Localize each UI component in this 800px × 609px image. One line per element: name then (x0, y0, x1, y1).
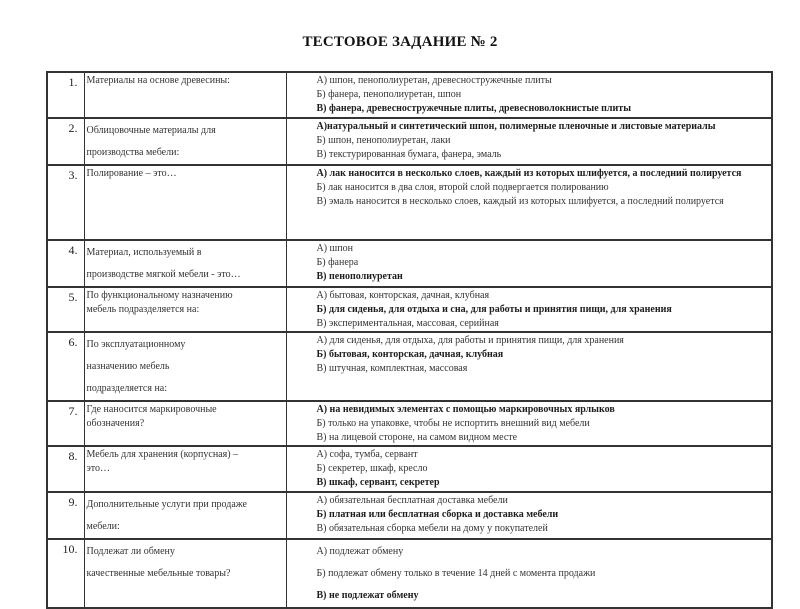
question-line: производства мебели: (86, 147, 180, 158)
question-line: Полирование – это… (86, 168, 177, 179)
answer-option-c-correct: В) не подлежат обмену (316, 590, 419, 601)
question-text (84, 240, 286, 287)
question-number: 4. (47, 240, 84, 287)
answer-option-b: Б) только на упаковке, чтобы не испортить внешний вид мебели (316, 418, 590, 429)
question-number: 1. (47, 72, 84, 118)
answer-option-a-correct: А) лак наносится в несколько слоев, каждый из которых шлифуется, а последний полируется (316, 168, 742, 179)
answer-option-b: Б) секретер, шкаф, кресло (316, 463, 428, 474)
question-number: 8. (47, 446, 84, 492)
answer-option-c: В) текстурированная бумага, фанера, эмаль (316, 149, 502, 160)
answer-options (286, 118, 772, 165)
answer-option-a-correct: А)натуральный и синтетический шпон, полимерные пленочные и листовые материалы (316, 121, 716, 132)
answer-option-a: А) подлежат обмену (316, 546, 404, 557)
answer-options (286, 240, 772, 287)
question-line: производстве мягкой мебели - это… (86, 269, 241, 280)
question-number: 7. (47, 401, 84, 446)
answer-option-a: А) шпон (316, 243, 353, 254)
question-number: 6. (47, 332, 84, 401)
question-line: качественные мебельные товары? (86, 568, 231, 579)
question-number: 3. (47, 165, 84, 240)
question-line: Подлежат ли обмену (86, 546, 175, 557)
question-text (84, 492, 286, 539)
answer-options (286, 165, 772, 240)
answer-option-a-correct: А) на невидимых элементах с помощью маркировочных ярлыков (316, 404, 615, 415)
question-text (84, 332, 286, 401)
answer-option-a: А) обязательная бесплатная доставка мебели (316, 495, 508, 506)
question-text (84, 287, 286, 332)
answer-options (286, 446, 772, 492)
question-number: 10. (47, 539, 84, 608)
question-line: Дополнительные услуги при продаже (86, 499, 247, 510)
answer-options (286, 539, 772, 608)
question-text (84, 446, 286, 492)
answer-options (286, 332, 772, 401)
question-line: обозначения? (86, 418, 145, 429)
answer-option-c: В) эмаль наносится в несколько слоев, каждый из которых шлифуется, а последний полируется (316, 196, 724, 207)
question-text (84, 165, 286, 240)
question-text (84, 72, 286, 118)
answer-option-c: В) экспериментальная, массовая, серийная (316, 318, 499, 329)
question-line: Где наносится маркировочные (86, 404, 217, 415)
question-line: подразделяется на: (86, 383, 168, 394)
question-row (47, 539, 772, 608)
question-row (47, 401, 772, 446)
question-text (84, 401, 286, 446)
answer-option-c: В) обязательная сборка мебели на дому у покупателей (316, 523, 548, 534)
answer-options (286, 72, 772, 118)
question-line: Мебель для хранения (корпусная) – (86, 449, 239, 460)
question-number: 5. (47, 287, 84, 332)
question-number: 2. (47, 118, 84, 165)
question-row (47, 240, 772, 287)
question-line: назначению мебель (86, 361, 170, 372)
question-text (84, 118, 286, 165)
question-line: По эксплуатационному (86, 339, 186, 350)
answer-options (286, 492, 772, 539)
answer-option-a: А) шпон, пенополиуретан, древесностружечные плиты (316, 75, 552, 86)
question-line: Материалы на основе древесины: (86, 75, 230, 86)
question-row (47, 446, 772, 492)
answer-option-c-correct: В) шкаф, сервант, секретер (316, 477, 440, 488)
answer-option-c: В) штучная, комплектная, массовая (316, 363, 468, 374)
question-line: мебели: (86, 521, 120, 532)
question-line: это… (86, 463, 111, 474)
question-row (47, 332, 772, 401)
answer-option-a: А) бытовая, конторская, дачная, клубная (316, 290, 490, 301)
question-row (47, 492, 772, 539)
answer-option-a: А) для сиденья, для отдыха, для работы и принятия пищи, для хранения (316, 335, 624, 346)
question-line: Облицовочные материалы для (86, 125, 216, 136)
answer-option-c-correct: В) пенополиуретан (316, 271, 403, 282)
answer-option-b-correct: Б) платная или бесплатная сборка и доставка мебели (316, 509, 559, 520)
question-row (47, 287, 772, 332)
question-row (47, 118, 772, 165)
answer-option-b-correct: Б) бытовая, конторская, дачная, клубная (316, 349, 504, 360)
question-row (47, 72, 772, 118)
answer-options (286, 401, 772, 446)
question-number: 9. (47, 492, 84, 539)
answer-option-b-correct: Б) для сиденья, для отдыха и сна, для работы и принятия пищи, для хранения (316, 304, 672, 315)
answer-option-b: Б) шпон, пенополиуретан, лаки (316, 135, 451, 146)
page-title: ТЕСТОВОЕ ЗАДАНИЕ № 2 (302, 34, 498, 50)
answer-options (286, 287, 772, 332)
test-table (46, 71, 773, 609)
question-line: Материал, используемый в (86, 247, 202, 258)
answer-option-b: Б) подлежат обмену только в течение 14 дней с момента продажи (316, 568, 596, 579)
question-line: По функциональному назначению (86, 290, 233, 301)
question-row (47, 165, 772, 240)
question-line: мебель подразделяется на: (86, 304, 200, 315)
answer-option-b: Б) фанера (316, 257, 359, 268)
answer-option-a: А) софа, тумба, сервант (316, 449, 418, 460)
answer-option-c-correct: В) фанера, древесностружечные плиты, древесноволокнистые плиты (316, 103, 631, 114)
answer-option-b: Б) лак наносится в два слоя, второй слой подвергается полированию (316, 182, 609, 193)
answer-option-b: Б) фанера, пенополиуретан, шпон (316, 89, 462, 100)
question-text (84, 539, 286, 608)
answer-option-c: В) на лицевой стороне, на самом видном месте (316, 432, 518, 443)
